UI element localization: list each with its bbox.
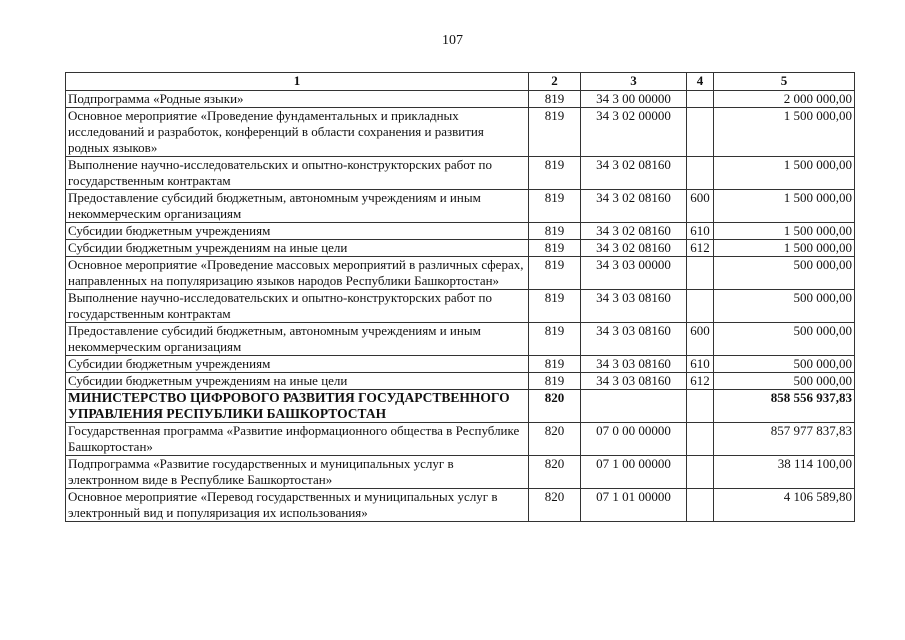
row-csr-cell: 34 3 02 00000	[581, 108, 687, 157]
row-name-cell: Предоставление субсидий бюджетным, автономным учреждениям и иным некоммерческим организациям	[66, 190, 529, 223]
row-code-cell: 819	[529, 373, 581, 390]
row-sum-cell: 500 000,00	[714, 323, 855, 356]
row-vr-cell	[687, 108, 714, 157]
row-code-cell: 820	[529, 423, 581, 456]
row-csr-cell: 07 1 01 00000	[581, 489, 687, 522]
row-vr-cell	[687, 456, 714, 489]
row-csr-cell: 34 3 02 08160	[581, 223, 687, 240]
row-csr-cell: 34 3 02 08160	[581, 157, 687, 190]
row-name-cell: Подпрограмма «Родные языки»	[66, 91, 529, 108]
row-code-cell: 819	[529, 323, 581, 356]
row-csr-cell: 34 3 03 08160	[581, 290, 687, 323]
row-code-cell: 819	[529, 190, 581, 223]
row-name-cell: Субсидии бюджетным учреждениям	[66, 223, 529, 240]
table-row	[66, 373, 855, 390]
row-sum-cell: 4 106 589,80	[714, 489, 855, 522]
row-csr-cell: 34 3 03 08160	[581, 323, 687, 356]
row-csr-cell: 34 3 03 08160	[581, 373, 687, 390]
row-code-cell: 819	[529, 91, 581, 108]
row-vr-cell: 610	[687, 223, 714, 240]
row-sum-cell: 1 500 000,00	[714, 190, 855, 223]
row-vr-cell	[687, 423, 714, 456]
row-sum-cell: 857 977 837,83	[714, 423, 855, 456]
row-vr-cell	[687, 290, 714, 323]
table-row	[66, 157, 855, 190]
row-sum-cell: 500 000,00	[714, 373, 855, 390]
row-name-cell: Основное мероприятие «Проведение массовых мероприятий в различных сферах, направленных на популяризацию языков народов Республики Башкортостан»	[66, 257, 529, 290]
table-row	[66, 108, 855, 157]
row-csr-cell: 07 0 00 00000	[581, 423, 687, 456]
page-number: 107	[442, 33, 463, 48]
table-row	[66, 356, 855, 373]
row-code-cell: 820	[529, 456, 581, 489]
row-name-cell: Государственная программа «Развитие информационного общества в Республике Башкортостан»	[66, 423, 529, 456]
row-sum-cell: 500 000,00	[714, 290, 855, 323]
row-vr-cell: 612	[687, 373, 714, 390]
row-sum-cell: 2 000 000,00	[714, 91, 855, 108]
row-vr-cell	[687, 489, 714, 522]
row-code-cell: 819	[529, 157, 581, 190]
table-row	[66, 257, 855, 290]
column-header-4: 4	[687, 73, 714, 91]
column-header-3: 3	[581, 73, 687, 91]
row-code-cell: 819	[529, 290, 581, 323]
table-row	[66, 423, 855, 456]
row-sum-cell: 1 500 000,00	[714, 223, 855, 240]
column-header-5: 5	[714, 73, 855, 91]
row-code-cell: 819	[529, 223, 581, 240]
row-vr-cell: 600	[687, 190, 714, 223]
row-name-cell: Выполнение научно-исследовательских и опытно-конструкторских работ по государственным контрактам	[66, 157, 529, 190]
row-vr-cell	[687, 390, 714, 423]
table-row	[66, 190, 855, 223]
row-code-cell: 820	[529, 489, 581, 522]
row-code-cell: 820	[529, 390, 581, 423]
row-code-cell: 819	[529, 108, 581, 157]
row-name-cell: Предоставление субсидий бюджетным, автономным учреждениям и иным некоммерческим организациям	[66, 323, 529, 356]
row-csr-cell: 34 3 00 00000	[581, 91, 687, 108]
row-name-cell: Основное мероприятие «Перевод государственных и муниципальных услуг в электронный вид и популяризация их использования»	[66, 489, 529, 522]
table-row	[66, 390, 855, 423]
row-code-cell: 819	[529, 356, 581, 373]
row-csr-cell: 34 3 03 08160	[581, 356, 687, 373]
table-header-row	[66, 73, 855, 91]
row-name-cell: Подпрограмма «Развитие государственных и муниципальных услуг в электронном виде в Республике Башкортостан»	[66, 456, 529, 489]
row-sum-cell: 1 500 000,00	[714, 240, 855, 257]
row-csr-cell: 34 3 03 00000	[581, 257, 687, 290]
row-sum-cell: 1 500 000,00	[714, 108, 855, 157]
row-name-cell: Субсидии бюджетным учреждениям	[66, 356, 529, 373]
row-vr-cell	[687, 91, 714, 108]
row-name-cell: Субсидии бюджетным учреждениям на иные цели	[66, 240, 529, 257]
row-name-cell: Основное мероприятие «Проведение фундаментальных и прикладных исследований и разработок, конференций в области сохранения и развития родных языков»	[66, 108, 529, 157]
row-vr-cell: 610	[687, 356, 714, 373]
table-row	[66, 489, 855, 522]
row-code-cell: 819	[529, 240, 581, 257]
table-row	[66, 290, 855, 323]
row-code-cell: 819	[529, 257, 581, 290]
row-csr-cell: 34 3 02 08160	[581, 240, 687, 257]
row-sum-cell: 858 556 937,83	[714, 390, 855, 423]
table-row	[66, 91, 855, 108]
row-vr-cell: 612	[687, 240, 714, 257]
row-csr-cell: 34 3 02 08160	[581, 190, 687, 223]
table-body	[66, 91, 855, 522]
row-name-cell: Субсидии бюджетным учреждениям на иные цели	[66, 373, 529, 390]
column-header-1: 1	[66, 73, 529, 91]
table-row	[66, 456, 855, 489]
row-vr-cell	[687, 157, 714, 190]
row-sum-cell: 500 000,00	[714, 356, 855, 373]
budget-table	[65, 72, 855, 522]
row-sum-cell: 1 500 000,00	[714, 157, 855, 190]
row-name-cell: Выполнение научно-исследовательских и опытно-конструкторских работ по государственным контрактам	[66, 290, 529, 323]
row-name-cell: МИНИСТЕРСТВО ЦИФРОВОГО РАЗВИТИЯ ГОСУДАРСТВЕННОГО УПРАВЛЕНИЯ РЕСПУБЛИКИ БАШКОРТОСТАН	[66, 390, 529, 423]
row-sum-cell: 38 114 100,00	[714, 456, 855, 489]
table-row	[66, 240, 855, 257]
table-row	[66, 223, 855, 240]
row-vr-cell: 600	[687, 323, 714, 356]
row-csr-cell	[581, 390, 687, 423]
table-row	[66, 323, 855, 356]
row-vr-cell	[687, 257, 714, 290]
column-header-2: 2	[529, 73, 581, 91]
row-csr-cell: 07 1 00 00000	[581, 456, 687, 489]
row-sum-cell: 500 000,00	[714, 257, 855, 290]
